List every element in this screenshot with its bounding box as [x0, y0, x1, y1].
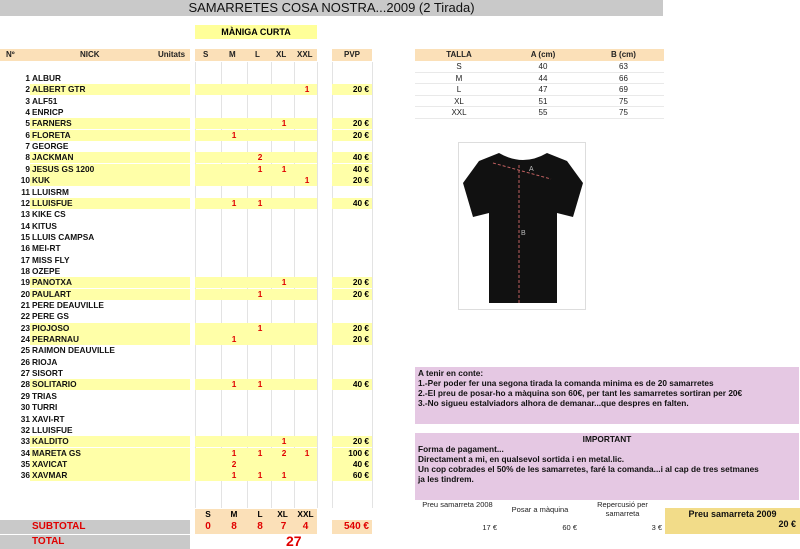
- row-highlight: [195, 130, 317, 141]
- row-pvp: [332, 141, 372, 152]
- row-nick: KIKE CS: [32, 209, 66, 220]
- table-row: [0, 425, 190, 436]
- row-nick: MISS FLY: [32, 254, 70, 265]
- size-table-h1: TALLA: [446, 50, 472, 59]
- table-row: [0, 334, 190, 345]
- calc-h1: Preu samarreta 2008: [422, 500, 493, 509]
- table-row: [0, 459, 190, 470]
- row-num: 23: [20, 322, 30, 333]
- row-num: 26: [20, 356, 30, 367]
- table-row: [0, 277, 190, 288]
- qty-m: 1: [231, 129, 237, 140]
- table-row: [0, 255, 190, 266]
- footer-l: L: [247, 509, 273, 520]
- size-cell: 75: [619, 108, 628, 117]
- table-row: [0, 448, 190, 459]
- important-line2: Directament a mi, en qualsevol sortida i en metal.lic.: [418, 454, 625, 464]
- row-num: 11: [21, 186, 30, 197]
- preu-label: Preu samarreta 2009: [688, 509, 777, 519]
- row-num: 34: [20, 447, 30, 458]
- header-pvp: PVP: [332, 49, 372, 61]
- size-table-h3: B (cm): [611, 50, 636, 59]
- row-nick: GEORGE: [32, 141, 69, 152]
- row-nick: ALBERT GTR: [32, 84, 86, 95]
- row-pvp: [332, 187, 372, 198]
- size-cell: 55: [538, 108, 548, 117]
- qty-l: 1: [257, 322, 263, 333]
- row-nick: PANOTXA: [32, 277, 72, 288]
- header-m: M: [229, 49, 243, 61]
- row-num: 19: [20, 277, 30, 288]
- row-num: 33: [20, 436, 30, 447]
- qty-l: 1: [257, 447, 263, 458]
- table-row: [0, 175, 190, 186]
- qty-m: 1: [231, 197, 237, 208]
- header-nick: NICK: [80, 49, 120, 61]
- grid-line: [317, 62, 318, 508]
- row-nick: TRIAS: [32, 390, 57, 401]
- row-nick: ALBUR: [32, 73, 62, 83]
- row-pvp: 20 €: [332, 323, 372, 334]
- row-highlight: [195, 459, 317, 470]
- row-num: 29: [20, 390, 30, 401]
- subtotal-xl: 7: [280, 521, 287, 532]
- row-nick: ALF51: [32, 95, 58, 106]
- header-num: Nº: [6, 49, 26, 61]
- row-num: 15: [20, 231, 30, 242]
- size-cell: L: [456, 85, 462, 94]
- row-num: 16: [20, 243, 30, 254]
- size-cell: 69: [619, 85, 628, 94]
- row-num: 10: [20, 175, 30, 186]
- row-nick: JESUS GS 1200: [32, 163, 95, 174]
- size-table: [415, 49, 664, 119]
- subtotal-band: [0, 520, 190, 534]
- table-row: [0, 209, 190, 220]
- sheet-title: SAMARRETES COSA NOSTRA...2009 (2 Tirada): [0, 0, 663, 16]
- preu-box: [665, 508, 800, 534]
- footer-xl: XL: [271, 509, 294, 520]
- row-highlight: [195, 436, 317, 447]
- calc-v3: 3 €: [651, 523, 662, 532]
- header-s: S: [203, 49, 217, 61]
- row-num: 25: [20, 345, 30, 356]
- qty-l: 1: [257, 163, 263, 174]
- row-highlight: [195, 277, 317, 288]
- qty-l: 1: [257, 197, 263, 208]
- row-nick: MEI-RT: [32, 243, 61, 254]
- qty-xxl: 1: [304, 447, 310, 458]
- row-nick: LLUIS CAMPSA: [32, 231, 95, 242]
- row-nick: PERARNAU: [32, 334, 80, 345]
- row-num: 5: [25, 118, 30, 129]
- shirt-label-a: A: [529, 166, 534, 173]
- notes-heading: A tenir en conte:: [418, 368, 484, 378]
- preu-value: 20 €: [778, 519, 796, 529]
- row-pvp: [332, 266, 372, 277]
- qty-m: 1: [231, 379, 237, 390]
- row-nick: LLUISFUE: [32, 424, 73, 435]
- qty-m: 1: [231, 470, 237, 481]
- row-highlight: [195, 334, 317, 345]
- table-row: [0, 73, 190, 84]
- table-row: [0, 232, 190, 243]
- qty-m: 1: [231, 447, 237, 458]
- size-table-row: [415, 61, 664, 73]
- row-nick: KITUS: [32, 220, 57, 231]
- important-line3: Un cop cobrades el 50% de les samarretes, faré la comanda...i al cap de tres setmanes: [418, 464, 759, 474]
- qty-l: 1: [257, 470, 263, 481]
- subtotal-pvp: 540 €: [332, 520, 372, 534]
- size-cell: M: [455, 73, 463, 83]
- row-pvp: 40 €: [332, 164, 372, 175]
- table-row: [0, 243, 190, 254]
- table-row: [0, 84, 190, 95]
- row-num: 24: [20, 334, 30, 345]
- table-row: [0, 414, 190, 425]
- size-table-row: [415, 107, 664, 119]
- row-pvp: 40 €: [332, 152, 372, 163]
- row-num: 7: [25, 141, 30, 152]
- row-num: 12: [20, 197, 30, 208]
- grid-line: [372, 62, 373, 508]
- qty-xl: 1: [281, 277, 287, 288]
- header-unitats: Unitats: [158, 49, 188, 61]
- row-pvp: 60 €: [332, 470, 372, 481]
- table-row: [0, 300, 190, 311]
- row-num: 2: [25, 84, 30, 95]
- row-nick: MARETA GS: [32, 447, 81, 458]
- calc-v2: 60 €: [562, 523, 577, 532]
- table-row: [0, 141, 190, 152]
- row-nick: XAVI-RT: [32, 413, 65, 424]
- row-pvp: 100 €: [332, 448, 372, 459]
- size-table-h2: A (cm): [530, 50, 556, 59]
- important-line4: ja les tindrem.: [418, 474, 474, 484]
- important-line1: Forma de pagament...: [418, 444, 504, 454]
- row-nick: KALDITO: [32, 436, 69, 447]
- qty-l: 1: [257, 288, 263, 299]
- row-num: 14: [20, 220, 30, 231]
- row-pvp: 20 €: [332, 277, 372, 288]
- row-pvp: 20 €: [332, 289, 372, 300]
- row-num: 21: [20, 300, 30, 310]
- row-num: 18: [20, 265, 30, 276]
- footer-s: S: [195, 509, 221, 520]
- shirt-label-b: B: [521, 230, 526, 237]
- row-pvp: 20 €: [332, 334, 372, 345]
- qty-xxl: 1: [304, 84, 310, 95]
- table-row: [0, 221, 190, 232]
- qty-m: 1: [231, 334, 237, 345]
- qty-xl: 1: [281, 470, 287, 481]
- total-value: 27: [286, 533, 302, 549]
- table-row: [0, 436, 190, 447]
- important-heading: IMPORTANT: [582, 434, 632, 444]
- table-row: [0, 289, 190, 300]
- size-table-header: [415, 49, 664, 61]
- size-cell: S: [456, 62, 462, 71]
- row-pvp: [332, 368, 372, 379]
- row-nick: RAIMON DEAUVILLE: [32, 345, 115, 356]
- row-num: 32: [20, 424, 30, 435]
- size-table-row: [415, 73, 664, 85]
- table-row: [0, 96, 190, 107]
- table-row: [0, 357, 190, 368]
- row-nick: FLORETA: [32, 129, 71, 140]
- table-row: [0, 345, 190, 356]
- calc-v1: 17 €: [482, 523, 497, 532]
- row-pvp: [332, 345, 372, 356]
- row-nick: SOLITARIO: [32, 379, 77, 390]
- table-row: [0, 391, 190, 402]
- row-num: 4: [25, 107, 30, 118]
- row-num: 36: [20, 470, 30, 481]
- row-pvp: 40 €: [332, 198, 372, 209]
- qty-m: 2: [231, 458, 237, 469]
- notes-box: [415, 367, 799, 424]
- subtotal-s: 0: [205, 521, 211, 532]
- row-nick: LLUISFUE: [32, 197, 73, 208]
- footer-xxl: XXL: [294, 509, 317, 520]
- row-pvp: 20 €: [332, 436, 372, 447]
- row-pvp: [332, 255, 372, 266]
- row-num: 27: [20, 368, 30, 379]
- table-row: [0, 266, 190, 277]
- row-num: 9: [25, 163, 30, 174]
- notes-line3: 3.-No sigueu estalviadors alhora de demanar...que despres en falten.: [418, 398, 689, 408]
- row-num: 8: [25, 152, 30, 163]
- row-num: 30: [20, 402, 30, 413]
- tshirt-icon: [459, 143, 587, 311]
- row-pvp: 40 €: [332, 379, 372, 390]
- row-pvp: [332, 402, 372, 413]
- subtotal-m: 8: [231, 521, 237, 532]
- row-nick: PAULART: [32, 288, 72, 299]
- row-num: 22: [20, 311, 30, 322]
- row-pvp: [332, 391, 372, 402]
- row-pvp: 20 €: [332, 84, 372, 95]
- table-row: [0, 152, 190, 163]
- table-row: [0, 130, 190, 141]
- footer-m: M: [221, 509, 247, 520]
- size-cell: 66: [619, 73, 628, 83]
- row-num: 31: [20, 413, 30, 424]
- subtotal-xxl: 4: [302, 521, 309, 532]
- size-cell: 63: [619, 62, 628, 71]
- row-pvp: [332, 357, 372, 368]
- row-pvp: 40 €: [332, 459, 372, 470]
- qty-xxl: 1: [304, 175, 310, 186]
- row-pvp: [332, 243, 372, 254]
- subtotal-l: 8: [257, 521, 263, 532]
- row-pvp: [332, 414, 372, 425]
- table-row: [0, 368, 190, 379]
- table-row: [0, 107, 190, 118]
- row-pvp: [332, 209, 372, 220]
- row-nick: XAVMAR: [32, 470, 68, 481]
- row-nick: RIOJA: [32, 356, 58, 367]
- qty-l: 1: [257, 379, 263, 390]
- qty-xl: 1: [281, 163, 287, 174]
- row-num: 17: [20, 254, 30, 265]
- table-row: [0, 118, 190, 129]
- row-nick: TURRI: [32, 402, 58, 413]
- size-cell: 75: [619, 96, 628, 106]
- row-pvp: [332, 96, 372, 107]
- table-row: [0, 379, 190, 390]
- row-nick: SISORT: [32, 368, 63, 379]
- size-cell: 51: [538, 96, 548, 106]
- table-row: [0, 198, 190, 209]
- size-cell: 44: [538, 73, 548, 83]
- row-nick: PERE GS: [32, 311, 69, 322]
- row-num: 20: [20, 288, 30, 299]
- size-table-row: [415, 84, 664, 96]
- size-cell: 40: [538, 62, 548, 71]
- notes-line1: 1.-Per poder fer una segona tirada la comanda minima es de 20 samarretes: [418, 378, 714, 388]
- row-nick: LLUISRM: [32, 186, 69, 197]
- row-highlight: [195, 118, 317, 129]
- important-box: [415, 433, 799, 500]
- table-row: [0, 323, 190, 334]
- row-nick: OZEPE: [32, 265, 61, 276]
- calc-h3: Repercusió per samarreta: [597, 500, 648, 518]
- row-nick: FARNERS: [32, 118, 72, 129]
- total-band: [0, 535, 190, 549]
- table-row: [0, 470, 190, 481]
- row-pvp: [332, 311, 372, 322]
- row-nick: KUK: [32, 175, 50, 186]
- row-pvp: 20 €: [332, 118, 372, 129]
- maniga-curta-label: MÀNIGA CURTA: [195, 25, 317, 39]
- notes-line2: 2.-El preu de posar-ho a màquina son 60€, per tant les samarretes sortiran per 20€: [418, 388, 743, 398]
- row-pvp: [332, 221, 372, 232]
- size-cell: 47: [538, 85, 548, 94]
- qty-xl: 1: [281, 436, 287, 447]
- row-nick: JACKMAN: [32, 152, 74, 163]
- size-table-row: [415, 96, 664, 108]
- qty-xl: 2: [281, 447, 287, 458]
- table-row: [0, 311, 190, 322]
- row-pvp: [332, 232, 372, 243]
- row-num: 35: [20, 458, 30, 469]
- row-pvp: [332, 107, 372, 118]
- header-l: L: [255, 49, 269, 61]
- size-cell: XXL: [451, 108, 467, 117]
- tshirt-image: [458, 142, 586, 310]
- row-pvp: 20 €: [332, 175, 372, 186]
- row-nick: XAVICAT: [32, 458, 68, 469]
- row-pvp: [332, 73, 372, 84]
- price-calc: [415, 500, 665, 534]
- table-row: [0, 402, 190, 413]
- header-xl: XL: [276, 49, 292, 61]
- row-num: 28: [20, 379, 30, 390]
- row-num: 1: [25, 73, 30, 83]
- row-nick: ENRICP: [32, 107, 64, 118]
- row-nick: PIOJOSO: [32, 322, 70, 333]
- calc-h2: Posar a màquina: [511, 505, 569, 514]
- size-cell: XL: [454, 96, 464, 106]
- row-num: 3: [25, 95, 30, 106]
- qty-l: 2: [257, 152, 263, 163]
- row-pvp: [332, 425, 372, 436]
- subtotal-label: SUBTOTAL: [32, 521, 86, 532]
- row-num: 6: [25, 129, 30, 140]
- table-row: [0, 164, 190, 175]
- row-nick: PERE DEAUVILLE: [32, 300, 104, 310]
- row-pvp: 20 €: [332, 130, 372, 141]
- table-row: [0, 187, 190, 198]
- row-pvp: [332, 300, 372, 311]
- qty-xl: 1: [281, 118, 287, 129]
- total-label: TOTAL: [32, 536, 65, 547]
- row-num: 13: [20, 209, 30, 220]
- header-xxl: XXL: [297, 49, 317, 61]
